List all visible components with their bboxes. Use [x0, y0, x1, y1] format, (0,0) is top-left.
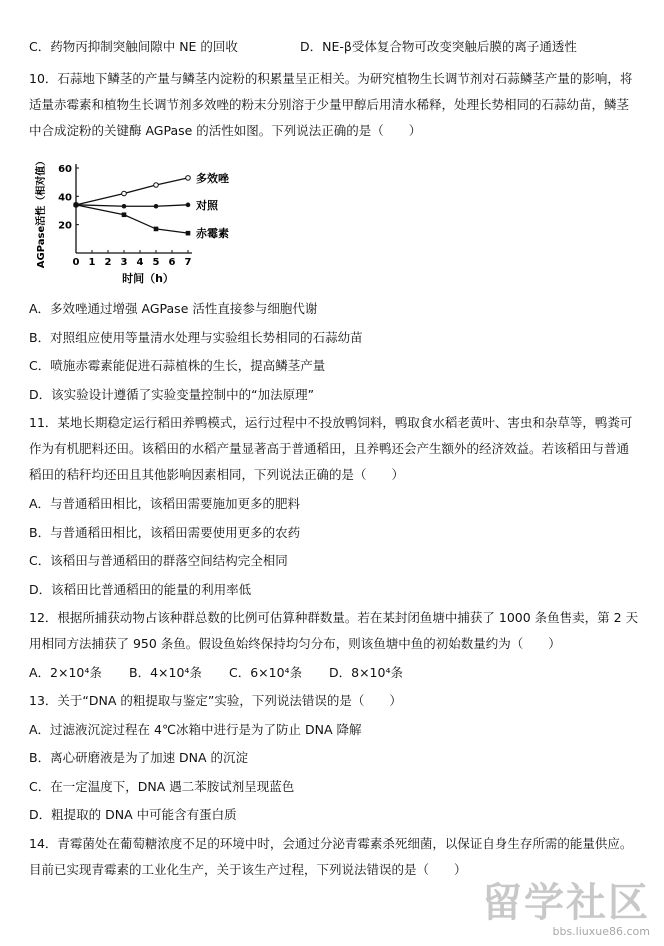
chart-y-tick-label: 60: [58, 164, 72, 175]
chart-x-tick-label: 4: [136, 257, 144, 268]
q11-stem-line-2: 作为有机肥料还田。该稻田的水稻产量显著高于普通稻田，且养鸭还会产生额外的经济效益。若该稻田与普通: [29, 441, 630, 456]
q14-stem-line-1: 14．青霉菌处在葡萄糖浓度不足的环境中时，会通过分泌青霉素杀死细菌，以保证自身生存所需的能量供应。: [29, 836, 633, 851]
chart-x-axis-label: 时间（h）: [122, 272, 174, 285]
q11-option-b: B．与普通稻田相比，该稻田需要使用更多的农药: [29, 525, 301, 540]
chart-data-point: [154, 227, 159, 232]
q11-stem-line-3: 稻田的秸秆均还田且其他影响因素相同，下列说法正确的是（ ）: [29, 467, 405, 482]
chart-series-label: 赤霉素: [196, 227, 229, 241]
q9-option-d: D．NE-β受体复合物可改变突触后膜的离子通透性: [300, 39, 577, 54]
q10-stem-line-2: 适量赤霉素和植物生长调节剂多效唑的粉末分别溶于少量甲醇后用清水稀释，处理长势相同的石蒜幼苗，鳞茎: [29, 97, 630, 112]
chart-x-tick-label: 7: [184, 257, 192, 268]
q10-stem-line-1: 10．石蒜地下鳞茎的产量与鳞茎内淀粉的积累量呈正相关。为研究植物生长调节剂对石蒜鳞茎产量的影响，将: [29, 71, 633, 86]
q12-stem-line-2: 用相同方法捕获了 950 条鱼。假设鱼始终保持均匀分布，则该鱼塘中鱼的初始数量约为（ ）: [29, 636, 561, 651]
chart-y-axis-label: AGPase活性（相对值）: [36, 160, 47, 269]
watermark-logo-text: 留学社区: [482, 880, 650, 926]
chart-series-label: 对照: [196, 198, 218, 212]
q12-options: [29, 664, 403, 682]
q10-option-b: B．对照组应使用等量清水处理与实验组长势相同的石蒜幼苗: [29, 330, 363, 345]
q13-option-c: C．在一定温度下，DNA 遇二苯胺试剂呈现蓝色: [29, 779, 295, 794]
q12-stem-line-1: 12．根据所捕获动物占该种群总数的比例可估算种群数量。若在某封闭鱼塘中捕获了 1000 条鱼售卖，第 2 天: [29, 610, 639, 625]
q11-option-c: C．该稻田与普通稻田的群落空间结构完全相同: [29, 553, 288, 568]
q11-option-a: A．与普通稻田相比，该稻田需要施加更多的肥料: [29, 496, 301, 511]
chart-series-line: [76, 205, 188, 233]
q14-stem-line-2: 目前已实现青霉素的工业化生产，关于该生产过程，下列说法错误的是（ ）: [29, 862, 467, 877]
chart-y-tick-label: 20: [58, 220, 72, 232]
q13-option-a: A．过滤液沉淀过程在 4℃冰箱中进行是为了防止 DNA 降解: [29, 722, 362, 737]
chart-x-tick-label: 1: [88, 257, 96, 268]
q13-stem: 13．关于“DNA 的粗提取与鉴定”实验，下列说法错误的是（ ）: [29, 693, 402, 708]
site-watermark: [482, 881, 650, 938]
chart-x-tick-label: 3: [120, 257, 128, 268]
q10-option-c: C．喷施赤霉素能促进石蒜植株的生长，提高鳞茎产量: [29, 358, 326, 373]
q12-option-b: B．4×10⁴条: [129, 665, 202, 680]
q12-option-a: A．2×10⁴条: [29, 665, 102, 680]
chart-x-tick-label: 6: [168, 257, 176, 268]
chart-x-tick-label: 5: [152, 257, 160, 268]
chart-data-point: [154, 183, 159, 188]
chart-x-tick-label: 2: [104, 257, 112, 268]
watermark-url: bbs.liuxue86.com: [552, 925, 650, 938]
chart-series-line: [76, 178, 188, 205]
q10-option-a: A．多效唑通过增强 AGPase 活性直接参与细胞代谢: [29, 301, 318, 316]
chart-data-point: [154, 204, 159, 209]
chart-data-point: [74, 203, 79, 208]
chart-y-tick-label: 40: [58, 192, 72, 204]
q10-stem-line-3: 中合成淀粉的关键酶 AGPase 的活性如图。下列说法正确的是（ ）: [29, 123, 422, 138]
chart-series-label: 多效唑: [196, 171, 229, 185]
q13-option-b: B．离心研磨液是为了加速 DNA 的沉淀: [29, 750, 249, 765]
chart-data-point: [122, 212, 127, 217]
chart-data-point: [122, 191, 127, 196]
chart-data-point: [186, 231, 191, 236]
q12-option-c: C．6×10⁴条: [229, 665, 303, 680]
chart-data-point: [122, 204, 127, 209]
q11-stem-line-1: 11．某地长期稳定运行稻田养鸭模式，运行过程中不投放鸭饲料，鸭取食水稻老黄叶、害虫和杂草等，鸭粪可: [29, 415, 633, 430]
q11-option-d: D．该稻田比普通稻田的能量的利用率低: [29, 582, 252, 597]
q12-option-d: D．8×10⁴条: [329, 665, 403, 680]
chart-series-line: [76, 205, 188, 206]
q13-option-d: D．粗提取的 DNA 中可能含有蛋白质: [29, 807, 237, 822]
chart-data-point: [186, 203, 191, 208]
q10-option-d: D．该实验设计遵循了实验变量控制中的“加法原理”: [29, 387, 315, 402]
agpase-chart: [30, 160, 240, 290]
chart-x-tick-label: 0: [72, 257, 80, 268]
chart-data-point: [186, 176, 191, 181]
q9-option-c: C．药物丙抑制突触间隙中 NE 的回收: [29, 39, 238, 54]
